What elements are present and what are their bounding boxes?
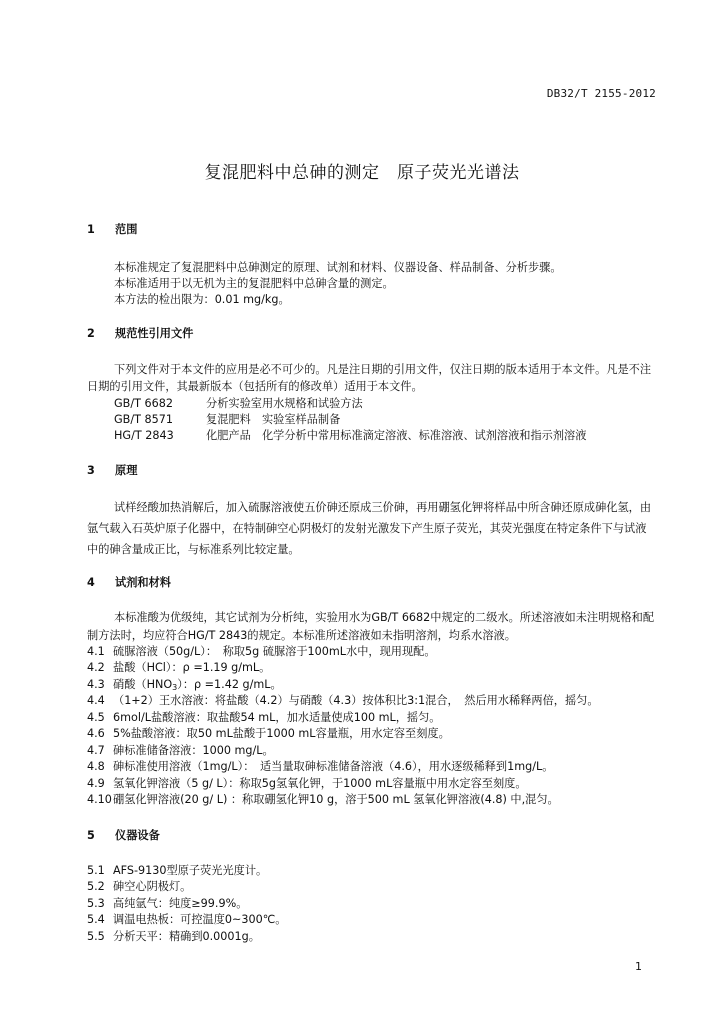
item-number: 4.9 — [87, 777, 105, 790]
item-number: 4.3 — [87, 678, 105, 691]
section-title: 试剂和材料 — [115, 576, 171, 589]
list-item — [87, 929, 260, 945]
page-number: 1 — [635, 960, 642, 973]
item-number: 4.2 — [87, 661, 105, 674]
section-2-heading — [87, 326, 193, 342]
item-text: 硫脲溶液（50g/L）： 称取5g 硫脲溶于100mL水中，现用现配。 — [113, 645, 436, 658]
item-text: 高纯氩气：纯度≥99.9%。 — [113, 897, 248, 910]
reference-item — [114, 396, 363, 412]
section-title: 规范性引用文件 — [115, 327, 194, 340]
reference-item — [114, 428, 586, 444]
section-5-heading — [87, 828, 160, 844]
paragraph-line: 本方法的检出限为：0.01 mg/kg。 — [114, 293, 290, 306]
item-text: （1+2）王水溶液：将盐酸（4.2）与硝酸（4.3）按体积比3:1混合， 然后用水稀释两倍，摇匀。 — [113, 694, 599, 707]
paragraph: 下列文件对于本文件的应用是必不可少的。凡是注日期的引用文件，仅注日期的版本适用于本文件。凡是不注日期的引用文件，其最新版本（包括所有的修改单）适用于本文件。 — [87, 363, 652, 393]
reference-title: 化肥产品 化学分析中常用标准滴定溶液、标准溶液、试剂溶液和指示剂溶液 — [206, 429, 587, 442]
item-text: 调温电热板：可控温度0~300℃。 — [113, 913, 287, 926]
item-number: 5.5 — [87, 930, 105, 943]
reference-title: 分析实验室用水规格和试验方法 — [206, 397, 363, 410]
item-number: 4.7 — [87, 744, 105, 757]
section-number: 2 — [87, 327, 95, 340]
list-item — [87, 660, 270, 676]
item-text: 6mol/L盐酸溶液：取盐酸54 mL，加水适量使成100 mL，摇匀。 — [113, 711, 441, 724]
item-number: 5.4 — [87, 913, 105, 926]
subscript: 3 — [172, 683, 178, 692]
item-number: 4.10 — [87, 793, 112, 806]
list-item — [87, 792, 559, 808]
item-number: 5.1 — [87, 864, 105, 877]
section-title: 范围 — [115, 223, 138, 236]
list-item — [87, 644, 436, 660]
list-item — [87, 879, 191, 895]
section-number: 1 — [87, 223, 95, 236]
item-text: 硼氢化钾溶液(20 g/ L) ：称取硼氢化钾10 g，溶于500 mL 氢氧化钾溶液(4.8) 中,混匀。 — [113, 793, 559, 806]
item-number: 4.4 — [87, 694, 105, 707]
item-text: 砷标准使用溶液（1mg/L）： 适当量取砷标准储备溶液（4.6），用水逐级稀释到1mg/L。 — [113, 760, 554, 773]
section-1-heading — [87, 222, 137, 238]
item-text: 盐酸（HCl）：ρ =1.19 g/mL。 — [113, 661, 271, 674]
paragraph: 试样经酸加热消解后，加入硫脲溶液使五价砷还原成三价砷，再用硼氢化钾将样品中所含砷还原成砷化氢，由氩气载入石英炉原子化器中，在特制砷空心阴极灯的发射光激发下产生原子荧光，其荧光强度在特定条件下与试液中的砷含量成正比，与标准系列比较定量。 — [87, 501, 652, 556]
section-3-heading — [87, 463, 137, 479]
reference-item — [114, 412, 340, 428]
item-number: 4.1 — [87, 645, 105, 658]
item-text-post: ）：ρ =1.42 g/mL。 — [177, 678, 282, 691]
item-text: AFS-9130型原子荧光光度计。 — [113, 864, 268, 877]
paragraph-line: 本标准适用于以无机为主的复混肥料中总砷含量的测定。 — [114, 277, 394, 290]
reference-code: GB/T 6682 — [114, 397, 173, 410]
reference-title: 复混肥料 实验室样品制备 — [206, 413, 341, 426]
reference-code: HG/T 2843 — [114, 429, 174, 442]
section-number: 4 — [87, 576, 95, 589]
item-number: 5.3 — [87, 897, 105, 910]
list-item — [87, 726, 450, 742]
item-number: 4.8 — [87, 760, 105, 773]
document-title: 复混肥料中总砷的测定 原子荧光光谱法 — [204, 163, 520, 183]
item-number: 4.5 — [87, 711, 105, 724]
list-item — [87, 693, 599, 709]
document-code: DB32/T 2155-2012 — [546, 87, 656, 100]
item-text: 砷标准储备溶液：1000 mg/L。 — [113, 744, 274, 757]
section-title: 原理 — [115, 464, 138, 477]
section-number: 5 — [87, 829, 95, 842]
item-text-pre: 硝酸（HNO — [113, 678, 173, 691]
section-4-heading — [87, 575, 171, 591]
reference-code: GB/T 8571 — [114, 413, 173, 426]
item-number: 4.6 — [87, 727, 105, 740]
item-number: 5.2 — [87, 880, 105, 893]
list-item — [87, 743, 274, 759]
list-item — [87, 896, 247, 912]
section-number: 3 — [87, 464, 95, 477]
list-item — [87, 710, 441, 726]
paragraph-line: 本标准规定了复混肥料中总砷测定的原理、试剂和材料、仪器设备、样品制备、分析步骤。 — [114, 261, 562, 274]
item-text: 砷空心阴极灯。 — [113, 880, 192, 893]
list-item — [87, 776, 527, 792]
item-text: 5%盐酸溶液：取50 mL盐酸于1000 mL容量瓶，用水定容至刻度。 — [113, 727, 450, 740]
paragraph: 本标准酸为优级纯，其它试剂为分析纯，实验用水为GB/T 6682中规定的二级水。所述溶液如未注明规格和配制方法时，均应符合HG/T 2843的规定。本标准所述溶液如未指明溶剂，均系水溶液。 — [87, 611, 655, 642]
list-item — [87, 759, 553, 775]
section-title: 仪器设备 — [115, 829, 160, 842]
item-text: 分析天平：精确到0.0001g。 — [113, 930, 260, 943]
item-text: 氢氧化钾溶液（5 g/ L）：称取5g氢氧化钾，于1000 mL容量瓶中用水定容至刻度。 — [113, 777, 527, 790]
list-item — [87, 912, 286, 928]
item-text — [113, 678, 282, 691]
list-item — [87, 863, 267, 879]
